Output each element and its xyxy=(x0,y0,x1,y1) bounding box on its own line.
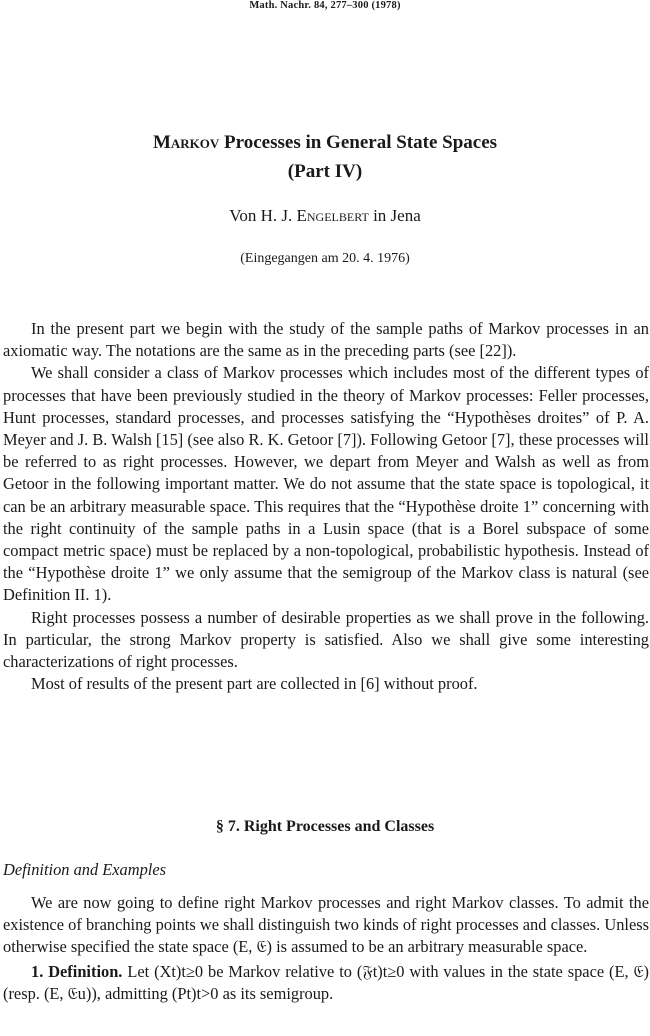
title-rest: Processes in General State Spaces xyxy=(219,132,498,153)
intro-body xyxy=(3,318,649,695)
intro-paragraph-1: In the present part we begin with the study of the sample paths of Markov processes in an axiomatic way. The notations are the same as in the preceding parts (see [22]). xyxy=(3,319,649,361)
definition-intro-paragraph: We are now going to define right Markov processes and right Markov classes. To admit the existence of branching points we shall distinguish two kinds of right processes and classes. Unless otherwise specified the state space (E, 𝔈) is assumed to be an arbitrary measurable space. xyxy=(3,893,649,957)
journal-header: Math. Nachr. 84, 277–300 (1978) xyxy=(249,0,401,11)
definition-body xyxy=(3,892,649,1005)
intro-paragraph-2: We shall consider a class of Markov processes which includes most of the different types of processes that have been previously studied in the theory of Markov processes: Feller processes, Hunt processes, standard processes, and processes satisfying the “Hypothèses droites” of P. A. Meyer and J. B. Walsh [15] (see also R. K. Getoor [7]). Following Getoor [7], these processes will be referred to as right processes. However, we depart from Meyer and Walsh as well as from Getoor in the following important matter. We do not assume that the state space is topological, it can be an arbitrary measurable space. This requires that the “Hypothèse droite 1” concerning with the right continuity of the sample paths in a Lusin space (that is a Borel subspace of some compact metric space) must be replaced by a non-topological, probabilistic hypothesis. Instead of the “Hypothèse droite 1” we only assume that the semigroup of the Markov class is natural (see Definition II. 1). xyxy=(3,363,649,605)
definition-label: 1. Definition. xyxy=(31,961,123,981)
definition-text: Let (Xt)t≥0 be Markov relative to (𝔉t)t≥0 with values in the state space (E, 𝔈) (resp. (E, 𝔈u)), admitting (Pt)t>0 as its semigroup. xyxy=(3,961,649,1003)
author-suffix: in Jena xyxy=(368,206,421,225)
title-markov: Markov xyxy=(152,132,220,153)
subsection-heading: Definition and Examples xyxy=(3,860,166,879)
author-name: Engelbert xyxy=(296,206,369,225)
definition-paragraph xyxy=(3,961,649,1005)
intro-paragraph-4: Most of results of the present part are collected in [6] without proof. xyxy=(31,674,478,694)
intro-paragraph-3: Right processes possess a number of desirable properties as we shall prove in the following. In particular, the strong Markov property is satisfied. Also we shall give some interesting characterizations of right processes. xyxy=(3,607,649,672)
paper-title-line1 xyxy=(0,128,650,157)
author-prefix: Von H. J. xyxy=(229,206,297,225)
paper-title-line2: (Part IV) xyxy=(287,161,363,182)
author-line xyxy=(0,206,650,226)
section-heading: § 7. Right Processes and Classes xyxy=(215,818,435,835)
received-date: (Eingegangen am 20. 4. 1976) xyxy=(240,251,410,266)
